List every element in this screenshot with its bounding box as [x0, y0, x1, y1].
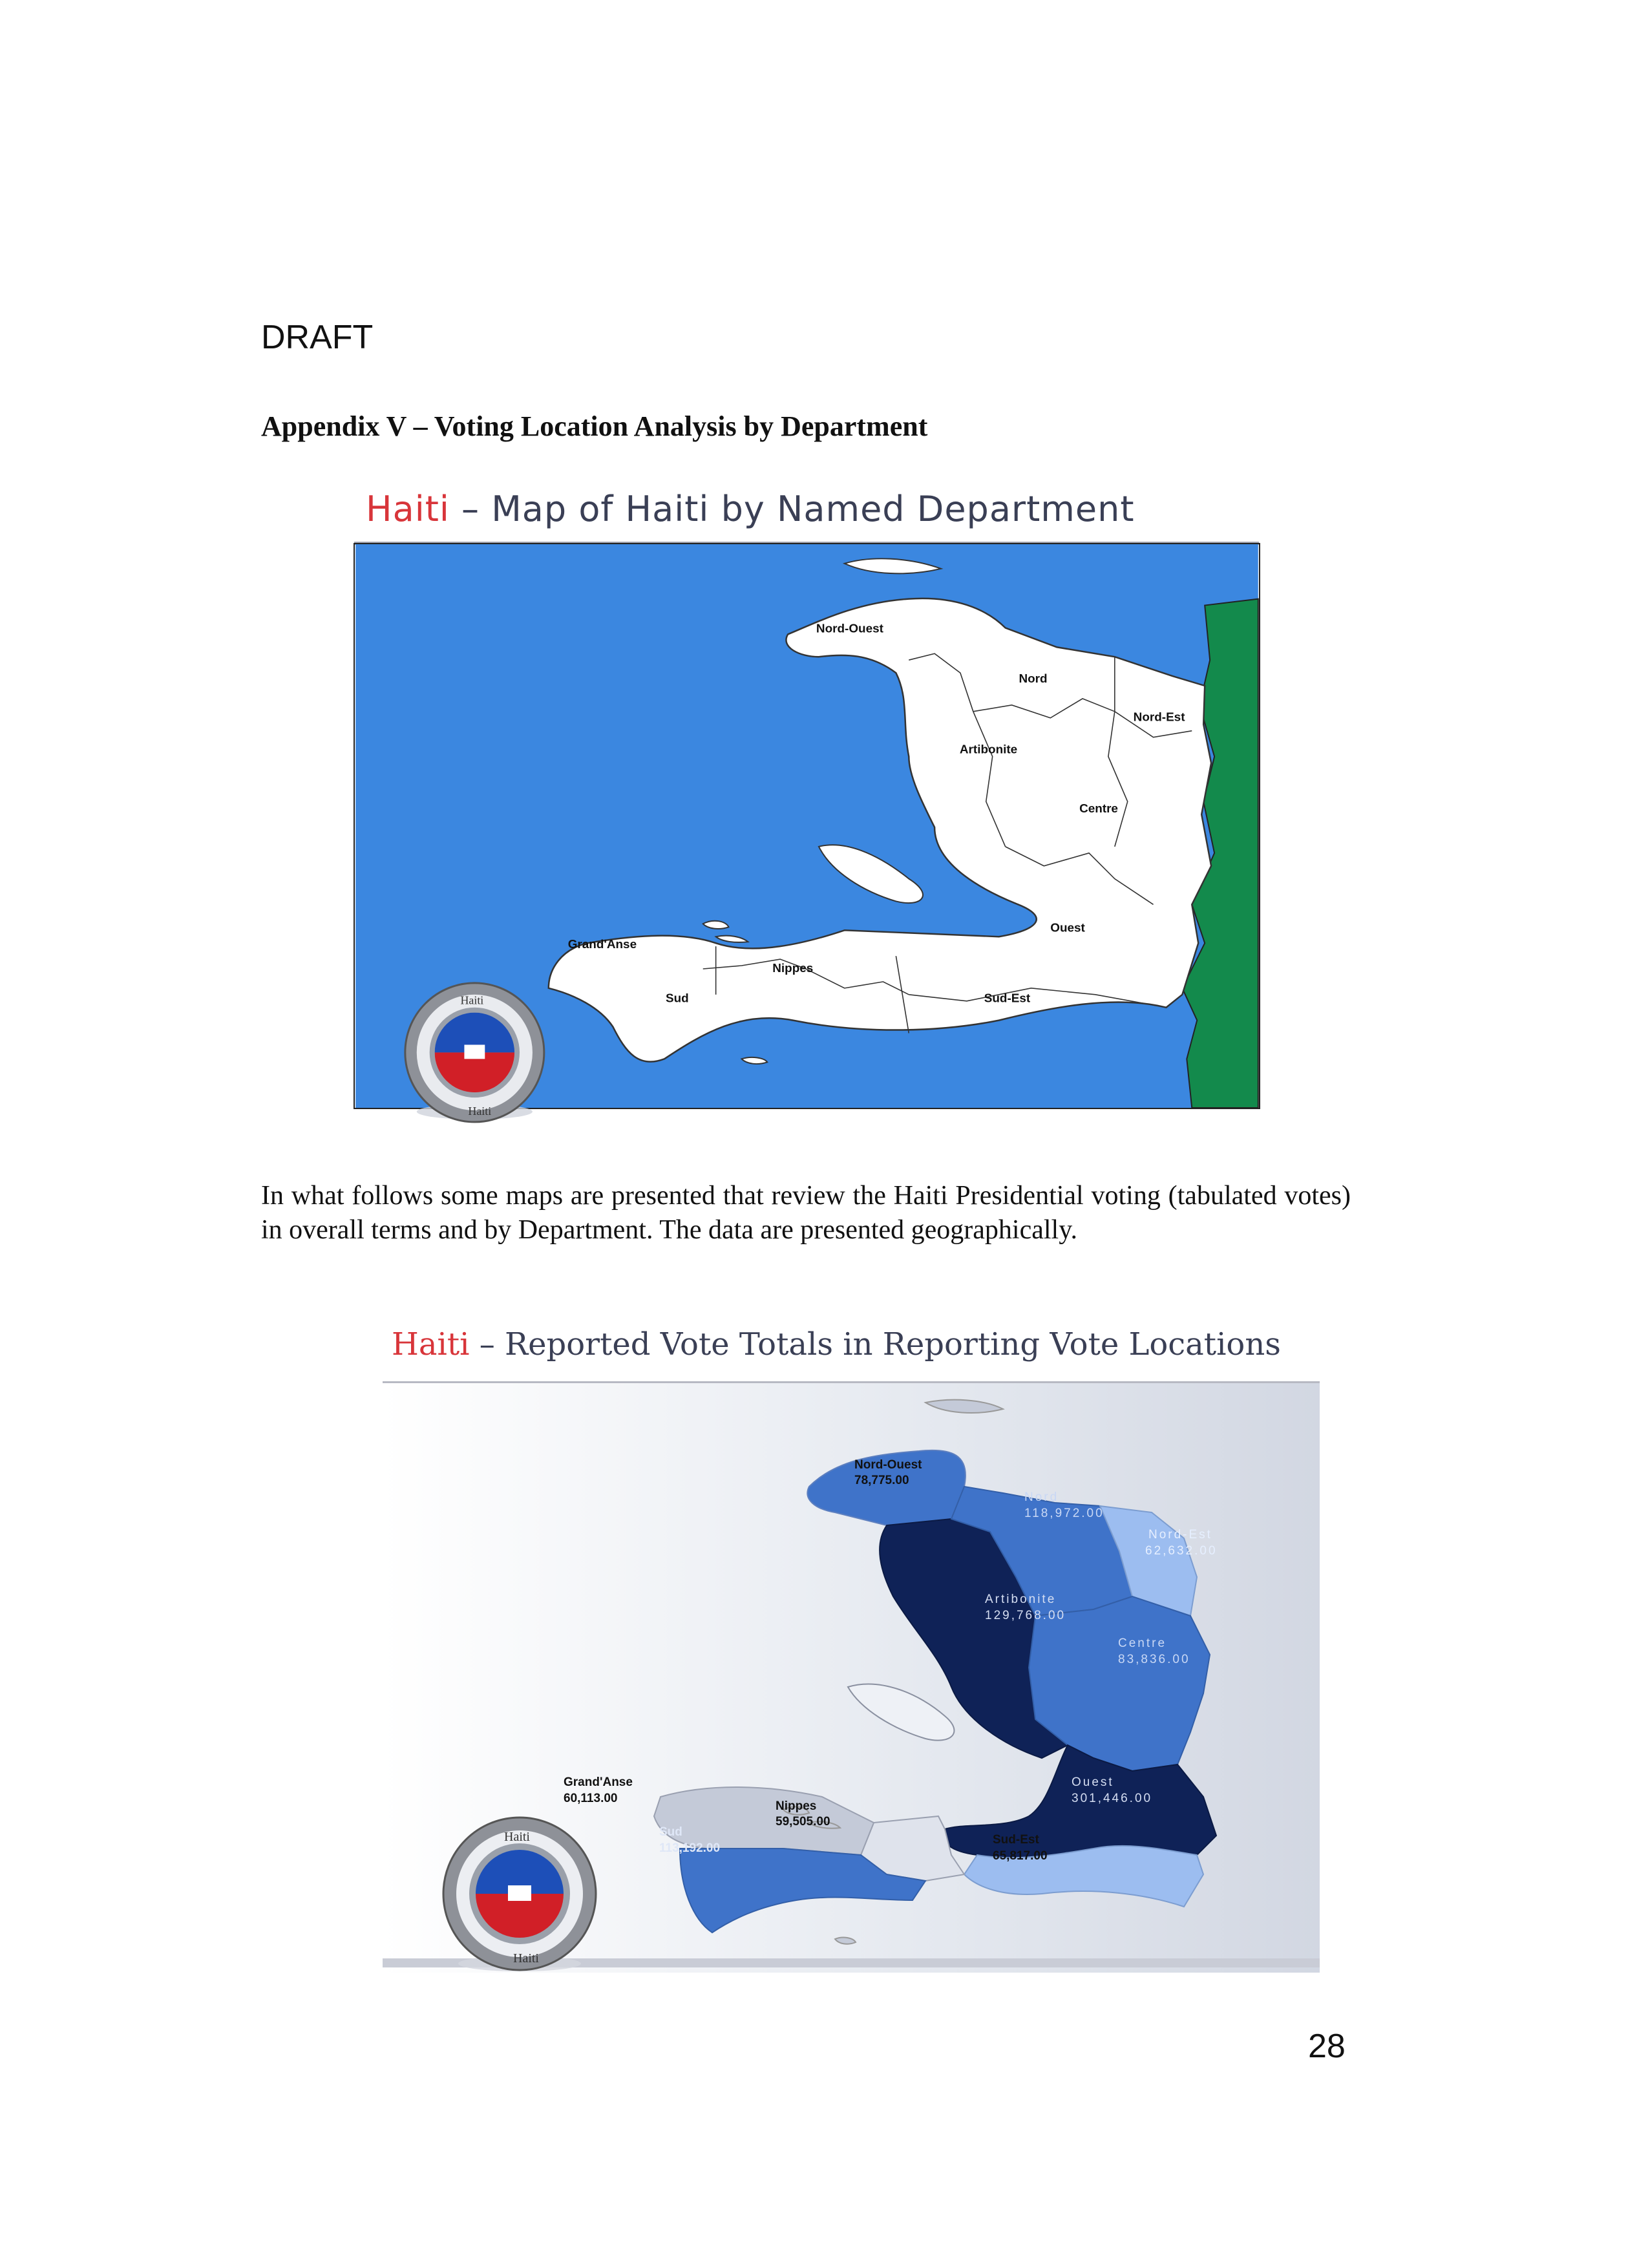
vote-totals-map	[383, 1383, 1320, 1973]
svg-text:Haiti: Haiti	[460, 993, 484, 1007]
figure1-title-text: – Map of Haiti by Named Department	[449, 489, 1135, 529]
label-nord-est-value: 62,632.00	[1145, 1544, 1218, 1558]
label-ouest-value: 301,446.00	[1072, 1792, 1153, 1805]
label-sud-value: 113,192.00	[659, 1841, 721, 1855]
label-sud-est: Sud-Est	[984, 991, 1031, 1006]
label-artibonite: Artibonite	[959, 743, 1018, 757]
label-sud-est-name: Sud-Est	[993, 1833, 1039, 1847]
label-artibonite-value: 129,768.00	[985, 1609, 1066, 1622]
label-nippes-name: Nippes	[776, 1799, 817, 1813]
map-of-haiti-departments	[354, 543, 1260, 1118]
intro-paragraph: In what follows some maps are presented that review the Haiti Presidential voting (tabulated votes) in overall terms and by Department. The data are presented geographically.	[261, 1181, 1351, 1245]
haiti-badge	[405, 983, 544, 1122]
figure2-title-text: – Reported Vote Totals in Reporting Vote Locations	[469, 1326, 1281, 1362]
svg-text:Haiti: Haiti	[468, 1104, 492, 1118]
label-sud: Sud	[666, 991, 689, 1006]
label-centre-value: 83,836.00	[1118, 1653, 1190, 1666]
label-centre-name: Centre	[1118, 1637, 1167, 1650]
figure2-title	[392, 1326, 1281, 1362]
label-nord-ouest-value: 78,775.00	[854, 1474, 909, 1487]
label-centre: Centre	[1079, 802, 1118, 816]
page-number: 28	[1308, 2028, 1346, 2065]
label-nord-ouest-name: Nord-Ouest	[854, 1458, 922, 1472]
label-ouest-name: Ouest	[1072, 1775, 1114, 1789]
label-nippes-value: 59,505.00	[776, 1815, 830, 1828]
label-nord-ouest: Nord-Ouest	[816, 622, 883, 636]
haiti-badge-2	[443, 1818, 596, 1971]
label-sud-name: Sud	[659, 1825, 682, 1839]
figure2-title-highlight: Haiti	[392, 1326, 470, 1362]
label-nord: Nord	[1019, 672, 1048, 686]
label-nord-value: 118,972.00	[1024, 1507, 1104, 1520]
label-sud-est-value: 65,817.00	[993, 1849, 1048, 1863]
label-nord-est: Nord-Est	[1133, 710, 1185, 725]
label-artibonite-name: Artibonite	[985, 1593, 1057, 1606]
label-grand-anse-name: Grand'Anse	[564, 1775, 633, 1789]
label-nippes: Nippes	[772, 961, 814, 975]
label-nord-est-name: Nord-Est	[1148, 1528, 1212, 1542]
appendix-heading: Appendix V – Voting Location Analysis by Department	[261, 410, 928, 442]
label-grand-anse: Grand'Anse	[567, 938, 637, 952]
svg-text:Haiti: Haiti	[504, 1830, 530, 1844]
label-nord-name: Nord	[1024, 1490, 1059, 1504]
svg-text:Haiti: Haiti	[513, 1951, 539, 1966]
label-ouest: Ouest	[1050, 921, 1085, 935]
label-grand-anse-value: 60,113.00	[564, 1792, 618, 1805]
figure1-title-highlight: Haiti	[366, 489, 450, 529]
figure1-title	[366, 489, 1135, 529]
draft-label: DRAFT	[261, 319, 374, 356]
